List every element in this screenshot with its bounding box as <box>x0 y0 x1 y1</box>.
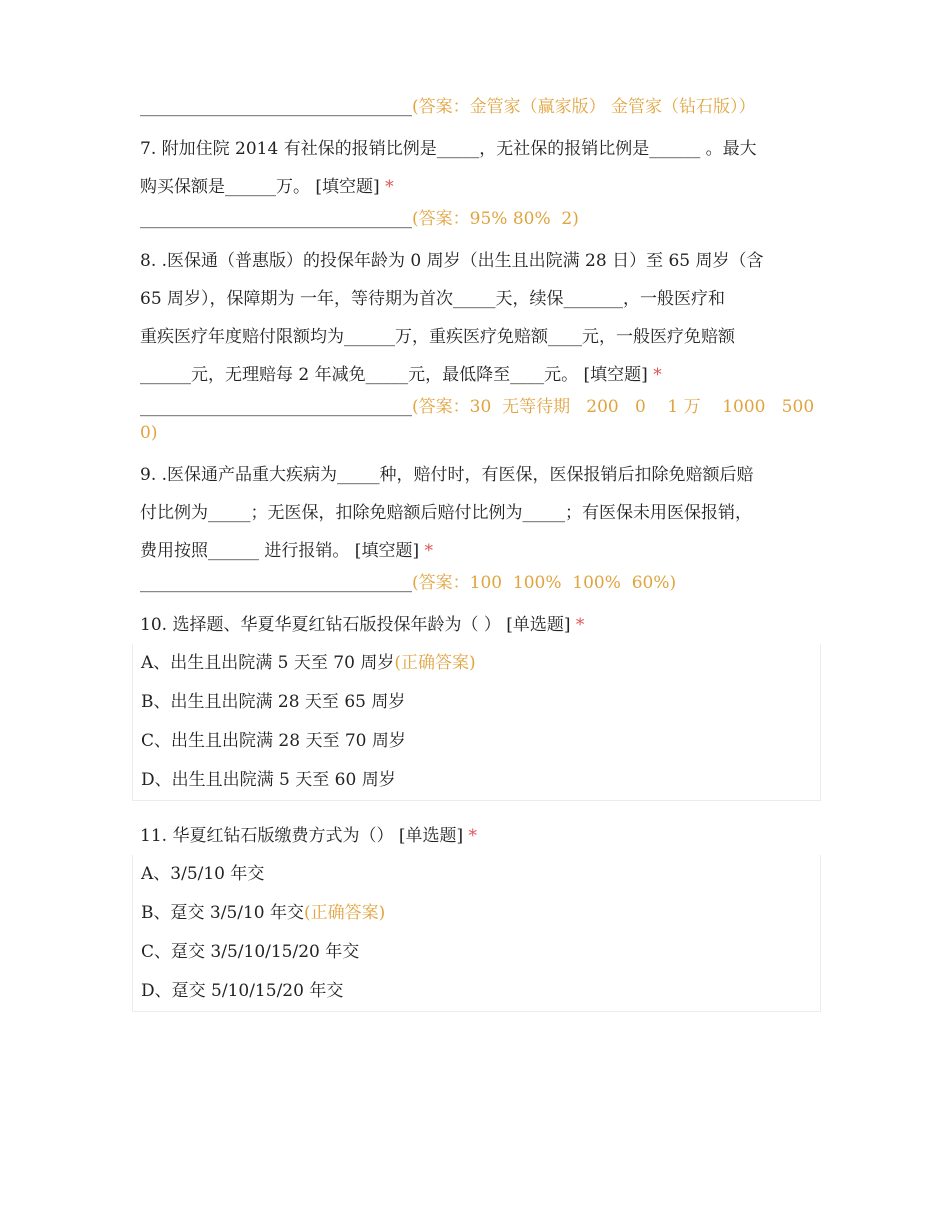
question-title <box>140 606 820 644</box>
option-text: C、出生且出院满 28 天至 70 周岁 <box>141 731 406 751</box>
option-text: B、趸交 3/5/10 年交 <box>141 903 305 923</box>
answer-blank: ________________________________ <box>140 397 412 417</box>
question-text-line: 付比例为_____；无医保，扣除免赔额后赔付比例为_____；有医保未用医保报销， <box>140 503 752 523</box>
question-text-line <box>140 356 820 394</box>
question-text: ______元，无理赔每 2 年减免_____元，最低降至____元。 [填空题] <box>140 365 654 385</box>
answer-line <box>140 206 820 232</box>
option-d[interactable] <box>141 972 820 1011</box>
answer-text: (答案：95% 80% 2) <box>412 209 579 229</box>
question-11 <box>140 817 820 1012</box>
required-star: * <box>468 826 478 846</box>
question-8 <box>140 242 820 446</box>
question-text-line: 重疾医疗年度赔付限额均为______万，重疾医疗免赔额____元，一般医疗免赔额 <box>140 327 735 347</box>
required-star: * <box>424 541 433 561</box>
answer-text: (答案：30 无等待期 200 0 1 万 1000 5000) <box>140 397 815 443</box>
option-a[interactable] <box>141 644 820 683</box>
answer-blank: ________________________________ <box>140 97 412 117</box>
required-star: * <box>575 615 585 635</box>
question-7 <box>140 130 820 232</box>
question-text-line <box>140 168 820 206</box>
question-title <box>140 817 820 855</box>
document-page <box>140 94 820 1028</box>
options-list <box>132 644 821 801</box>
question-9 <box>140 456 820 596</box>
correct-answer-mark: (正确答案) <box>304 903 386 923</box>
answer-line <box>140 570 820 596</box>
answer-line <box>140 394 820 446</box>
question-text: 11. 华夏红钻石版缴费方式为（） [单选题] <box>140 826 469 846</box>
option-d[interactable] <box>141 761 820 800</box>
option-text: D、出生且出院满 5 天至 60 周岁 <box>141 770 396 790</box>
question-text-line: 65 周岁），保障期为 一年，等待期为首次_____天，续保_______，一般医疗和 <box>140 289 725 309</box>
correct-answer-mark: (正确答案) <box>394 653 476 673</box>
option-text: C、趸交 3/5/10/15/20 年交 <box>141 942 360 962</box>
answer-line <box>140 94 820 120</box>
option-b[interactable] <box>141 894 820 933</box>
option-text: D、趸交 5/10/15/20 年交 <box>141 981 344 1001</box>
option-text: A、出生且出院满 5 天至 70 周岁 <box>141 653 395 673</box>
question-6-answer-block <box>140 94 820 120</box>
option-text: B、出生且出院满 28 天至 65 周岁 <box>141 692 406 712</box>
question-text-line: 9. .医保通产品重大疾病为_____种，赔付时，有医保，医保报销后扣除免赔额后赔 <box>140 465 754 485</box>
required-star: * <box>385 177 394 197</box>
option-text: A、3/5/10 年交 <box>141 864 265 884</box>
answer-blank: ________________________________ <box>140 573 412 593</box>
question-text-line: 7. 附加住院 2014 有社保的报销比例是_____，无社保的报销比例是______ 。最大 <box>140 139 757 159</box>
option-a[interactable] <box>141 855 820 894</box>
answer-blank: ________________________________ <box>140 209 412 229</box>
option-b[interactable] <box>141 683 820 722</box>
option-c[interactable] <box>141 933 820 972</box>
required-star: * <box>653 365 662 385</box>
answer-text: (答案：100 100% 100% 60%) <box>412 573 677 593</box>
option-c[interactable] <box>141 722 820 761</box>
question-text-line <box>140 532 820 570</box>
question-text: 10. 选择题、华夏华夏红钻石版投保年龄为（ ） [单选题] <box>140 615 576 635</box>
options-list <box>132 855 821 1012</box>
question-text: 费用按照______ 进行报销。 [填空题] <box>140 541 425 561</box>
question-text-line: 8. .医保通（普惠版）的投保年龄为 0 周岁（出生且出院满 28 日）至 65 周岁（含 <box>140 251 764 271</box>
question-text: 购买保额是______万。 [填空题] <box>140 177 386 197</box>
question-10 <box>140 606 820 801</box>
answer-text: (答案：金管家（赢家版） 金管家（钻石版）） <box>412 97 756 117</box>
